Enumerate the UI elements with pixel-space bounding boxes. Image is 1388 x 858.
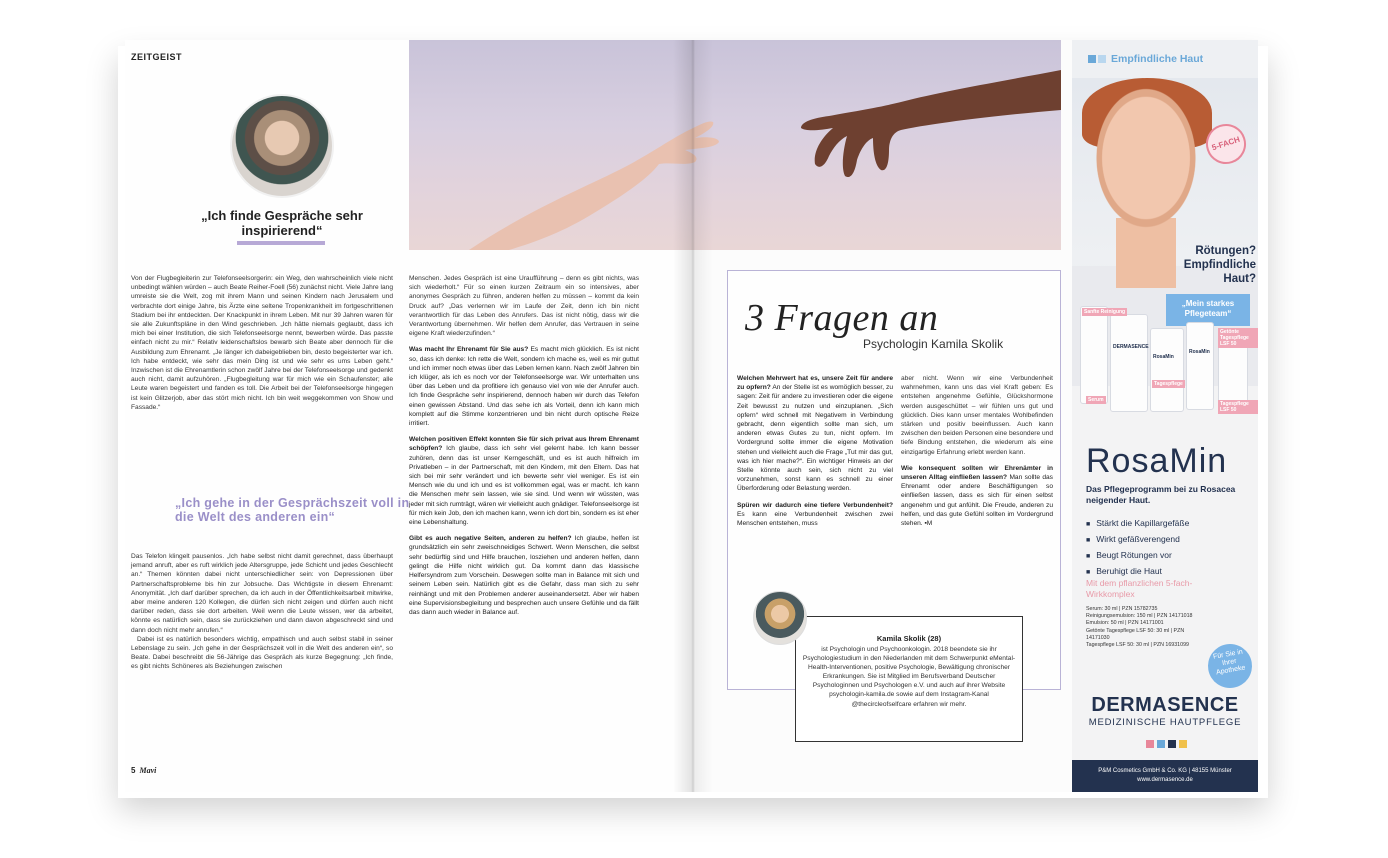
- headline-underline: [237, 241, 325, 245]
- question: Gibt es auch negative Seiten, anderen zu helfen?: [409, 535, 572, 543]
- ad-banner: „Mein starkes Pflegeteam“: [1166, 294, 1250, 326]
- paragraph: Von der Flugbegleiterin zur Telefonseelsorgerin: ein Weg, den wahrscheinlich viele nicht unbedingt wählen würden – auch Beate Reiher-Foell (56) zunächst nicht. Viele Jahre lang umreiste sie die Welt, zog mit ihrem Mann und seinen Kindern nach Jerusalem und verbrachte dort einige Jahre, bis Ärzte eine seltene Tropenkrankheit im fortgeschrittenen Stadium bei ihr entdeckten. Der Knackpunkt in ihrem Leben. Mit nur 39 Jahren waren für sie alle Zukunftspläne in den Wind geschrieben. „Ich hätte niemals geglaubt, dass ich mich bei einer Institution, die sich Telefonseelsorge nennt, bewerben würde. Das passte einfach nicht zu mir.“ Relativ leidenschaftslos bewarb sich Beate aber dennoch für die Ausbildung zum Ehrenamt. „Je länger ich dabeigeblieben bin, desto begeisterter war ich. Ich habe entdeckt, wie sehr das mein Ding ist und wie sehr es ums Leben geht.“ Inzwischen ist die Ehrenamtlerin schon zwölf Jahre bei der Telefonseelsorge und gedenkt auch nicht, damit aufzuhören. „Flugbegleitung war für mich wie ein Schaufenster; alle Leute waren begeistert und fanden es toll. Die Arbeit bei der Telefonseelsorge hingegen ist kein Glitzerjob, aber das stört mich nicht. Ich bin weit weggekommen von Show und Fassade.“: [131, 275, 393, 411]
- square-icon: [1157, 740, 1165, 748]
- ad-model-photo: [1072, 78, 1258, 413]
- left-hand: [469, 121, 719, 250]
- paragraph: Menschen. Jedes Gespräch ist eine Uraufführung – denn es gibt nichts, was sich wiederholt.“ Für so einen kurzen Zeitraum ein so intensives, aber anonymes Gespräch zu führen, anderen helfen zu müssen – kommt da kein Druck auf? „Das verlernen wir im Laufe der Zeit, denn ich bin nicht verantwortlich für das Leben des Anrufers. Das ist nicht nötig, dass wir die Verantwortung übernehmen. Wir helfen dem Anrufer, das Vertrauen in seine eigene Kraft wiederzufinden.“: [409, 275, 639, 338]
- product-tag: Sanfte Reinigung: [1084, 309, 1126, 315]
- product-label: DERMASENCE: [1113, 343, 1149, 350]
- hands-photo: [409, 40, 1061, 250]
- product-bottle: [1080, 306, 1108, 404]
- bio-name: Kamila Skolik (28): [876, 634, 942, 643]
- answer: An der Stelle ist es womöglich besser, zu sagen: Zeit für andere zu investieren oder die eigene Zeit bewusst zu nutzen und einzuplanen. „Sich opfern“ wird schnell mit Negativem in Verbindung gebracht, denn eigentlich sollte man sich, um anderen etwas Gutes zu tun, nicht opfern. Im Vordergrund sollte immer die eigene Motivation stehen und vielleicht auch die Frage „Tut mir das gut, was ich hier mache?“. Ein wichtiger Hinweis an der Stelle könnte auch sein, sich nicht zu viel vorzunehmen, sonst kann es schnell zu einer Überforderung oder Belastung werden.: [737, 384, 893, 493]
- pull-quote: „Ich gehe in der Gesprächszeit voll in die Welt des anderen ein“: [175, 496, 410, 524]
- bio-text: ist Psychologin und Psychoonkologin. 2018 beendete sie ihr Psychologiestudium in den Niederlanden mit dem Schwerpunkt eMental-Health-Interventionen, positive Psychologie, Bewältigung chronischer Erkrankungen. Sie ist Mitglied im Berufsverband Deutscher Psychologinnen und Psychologen e.V. und auch auf ihrer Website psychologin-kamila.de sowie auf dem Instagram-Kanal @thecircleofselfcare erfahren wir mehr.: [802, 646, 1016, 708]
- product-pzn-list: [1086, 606, 1196, 649]
- qa-block: [737, 374, 893, 494]
- answer: Man sollte das Ehrenamt oder andere Beschäftigungen so einfließen lassen, dass es sich für einen selbst angenehm und gut anfühlt. Die Freude, anderen zu helfen, und das gute Gefühl sollten im Vordergrund stehen. ▪M: [901, 474, 1053, 528]
- brand-tagline: MEDIZINISCHE HAUTPFLEGE: [1088, 717, 1242, 728]
- benefit-item: ■ Beugt Rötungen vor: [1086, 548, 1256, 564]
- ad-question: Rötungen? Empfindliche Haut?: [1183, 245, 1256, 285]
- product-tag: Serum: [1088, 397, 1104, 403]
- magazine-spread: [125, 40, 1258, 792]
- square-icon: [1168, 740, 1176, 748]
- benefit-list: [1086, 516, 1256, 580]
- interview-column-2: [901, 374, 1053, 528]
- page-folio: [131, 766, 156, 775]
- hands-illustration: [409, 40, 1061, 250]
- brand-logo: DERMASENCE: [1091, 694, 1239, 716]
- benefit-item: ■ Wirkt gefäßverengend: [1086, 532, 1256, 548]
- benefit-item: ■ Beruhigt die Haut: [1086, 564, 1256, 580]
- face: [1090, 86, 1202, 236]
- box-title: 3 Fragen an: [745, 297, 939, 339]
- question: Spüren wir dadurch eine tiefere Verbundenheit?: [737, 501, 893, 509]
- paragraph: Das Telefon klingelt pausenlos. „Ich habe selbst nicht damit gerechnet, dass überhaupt jemand anruft, aber es ruft wirklich jede Altersgruppe, jede Schicht und jedes Geschlecht an.“ Themen könnten dabei nicht unterschiedlicher sein: von Depressionen über Partnerschaftsprobleme bis hin zur Jobsuche. Das Wichtigste in diesem Ehrenamt: Anonymität. „Ich darf darüber sprechen, da ich auch in der Öffentlichkeitsarbeit mitwirke, aber meine anderen 120 Kollegen, die dürfen sich nicht zeigen und dürfen auch nicht darüber reden, dass sie dort arbeiten. Weil wenn die Leute wissen, wer da arbeitet, könnte es natürlich sein, dass sie zurückziehen und dann davon abgeschreckt sind und dann doch nicht mehr anrufen.“: [131, 553, 393, 634]
- product-label: RosaMin: [1153, 353, 1174, 360]
- paragraph: aber nicht. Wenn wir eine Verbundenheit wahrnehmen, kann uns das viel Kraft geben: Es entstehen angenehme Gefühle, Glückshormone werden ausgeschüttet – wir fühlen uns gut und glücklich. Dies kann unser mentales Wohlbefinden stärken und positiv beeinflussen. Auch kann zwischen den beiden Personen eine besondere und tiefe Bindung entstehen, die wiederum als eine einzigartige Erfahrung erlebt werden kann.: [901, 375, 1053, 456]
- company-address: P&M Cosmetics GmbH & Co. KG | 48155 Münster: [1098, 768, 1232, 774]
- pzn-item: Getönte Tagespflege LSF 50: 30 ml | PZN 14171030: [1086, 627, 1185, 641]
- qa-block: [737, 501, 893, 529]
- pzn-item: Serum: 30 ml | PZN 15782735: [1086, 606, 1158, 612]
- qa-block: [409, 345, 639, 428]
- page-number: 5: [131, 766, 136, 775]
- product-name: RosaMin: [1086, 442, 1228, 480]
- product-subtitle: Das Pflegeprogramm bei zu Rosacea neigender Haut.: [1086, 484, 1236, 505]
- right-hand: [801, 70, 1061, 177]
- ad-top-label: Empfindliche Haut: [1111, 53, 1204, 65]
- answer: Ich glaube, dass ich sehr viel gelernt habe. Ich kann besser zuhören, denn das ist unser Kerngeschäft, und es ist auch hilfreich im Privatleben – in der Partnerschaft, mit den Kindern, mit den Eltern. Das hat sich bei mir sehr verändert und ich bewerte sehr viel weniger. Es ist ein Mensch wie du und ich und es ist vollkommen egal, was er macht. Ich kann die Menschen mehr sein lassen, wie sie sind. Und wenn wir wüssten, was jeder mit sich rumträgt, wären wir vielleicht auch gnädiger. Telefonseelsorge ist für mich kein Job, den ich machen kann, wenn ich dort bin, sondern es ist eher eine Lebenshaltung.: [409, 445, 639, 527]
- article-column-1b: [131, 552, 393, 672]
- pzn-item: Emulsion: 50 ml | PZN 14171001: [1086, 620, 1164, 627]
- question: Was macht Ihr Ehrenamt für Sie aus?: [409, 346, 529, 354]
- complex-note: Mit dem pflanzlichen 5-fach-Wirkkomplex: [1086, 578, 1193, 599]
- qa-block: [409, 534, 639, 617]
- question: Welchen Mehrwert hat es, unsere Zeit für andere zu opfern?: [737, 375, 893, 392]
- section-tag: ZEITGEIST: [131, 52, 183, 62]
- five-fach-badge: 5-FACH: [1201, 119, 1251, 169]
- magazine-logo: Mavi: [139, 766, 157, 775]
- product-pump: [1150, 328, 1184, 412]
- company-website: www.dermasence.de: [1137, 777, 1193, 783]
- author-portrait: [230, 94, 334, 198]
- square-icon: [1146, 740, 1154, 748]
- question: Welchen positiven Effekt konnten Sie für sich privat aus Ihrem Ehrenamt schöpfen?: [409, 436, 639, 453]
- interview-column-1: [737, 374, 893, 528]
- product-tube: [1110, 314, 1148, 412]
- product-label: RosaMin: [1189, 348, 1210, 355]
- square-icon: [1179, 740, 1187, 748]
- pzn-item: Reinigungsemulsion: 150 ml | PZN 14171018: [1086, 613, 1193, 620]
- product-tag: Tagespflege LSF 50: [1218, 400, 1258, 414]
- paragraph: Dabei ist es natürlich besonders wichtig, empathisch und auch selbst stabil in seiner Lebenslage zu sein. „Ich gehe in der Gesprächszeit voll in die Welt des anderen ein“, so Beate. Dabei beschreibt die 56-Jährige das Gespräch als kurze Begegnung: „Ich finde, es gibt nichts Schöneres als Beziehungen zwischen: [131, 635, 393, 671]
- question: Wie konsequent sollten wir Ehrenämter in unseren Alltag einfließen lassen?: [901, 464, 1053, 482]
- product-bottle: [1186, 322, 1214, 410]
- benefit-item: ■ Stärkt die Kapillargefäße: [1086, 516, 1256, 532]
- box-subtitle: Psychologin Kamila Skolik: [863, 337, 1004, 351]
- qa-block: [409, 435, 639, 527]
- answer: Ich glaube, helfen ist grundsätzlich ein sehr zweischneidiges Schwert. Wenn Menschen, die selbst sehr bedürftig sind und Hilfe brauchen, losziehen und anderen helfen, dann gelingt die Hilfe nicht wirklich gut. Da kommt dann das klassische Helfersyndrom zum Vorschein. Deswegen sollte man in Balance mit sich und seinem Leben sein. Natürlich gibt es die Gefahr, dass man sich zu sehr reinhängt und mit den Problemen anderer auseinandersetzt. Aber wir haben eine Supervisionsbegleitung und besprechen auch unsere Gefühle und da fällt das dann auch wieder in Balance auf.: [409, 535, 639, 616]
- pharmacy-badge: Für Sie in Ihrer Apotheke: [1205, 641, 1256, 692]
- product-tag: Tagespflege: [1154, 381, 1183, 387]
- article-column-2: [409, 274, 639, 617]
- ad-header: [1072, 40, 1258, 78]
- product-tag: Getönte Tagespflege LSF 50: [1218, 328, 1258, 348]
- dermasence-ad: [1072, 40, 1258, 792]
- square-icon: [1088, 55, 1096, 63]
- square-icon: [1098, 55, 1106, 63]
- article-column-1: [131, 274, 393, 412]
- ad-footer: [1072, 760, 1258, 792]
- article-headline: „Ich finde Gespräche sehr inspirierend“: [201, 208, 363, 238]
- answer: Es macht mich glücklich. Es ist nicht so, dass ich denke: Ich rette die Welt, sondern ich mache es, weil es mir guttut und ich immer noch etwas über das Leben lernen kann. Nach zwölf Jahren bin ich klüger, als ich es noch vor der Telefonseelsorge war. Wir unterhalten uns über das Leben und da profitiere ich genauso viel von wie der Anrufer auch. Ich finde Gespräche sehr inspirierend, dennoch haben wir durch das Telefon einen gewissen Abstand. Und das sehe ich als Vorteil, denn ich kann mich komplett auf die Stimme konzentrieren und bin nicht durch optische Reize irritiert.: [409, 346, 640, 428]
- qa-block: [901, 464, 1053, 528]
- answer: Es kann eine Verbundenheit zwischen zwei Menschen entstehen, muss: [737, 510, 893, 528]
- pzn-item: Tagespflege LSF 50: 30 ml | PZN 16931099: [1086, 642, 1189, 649]
